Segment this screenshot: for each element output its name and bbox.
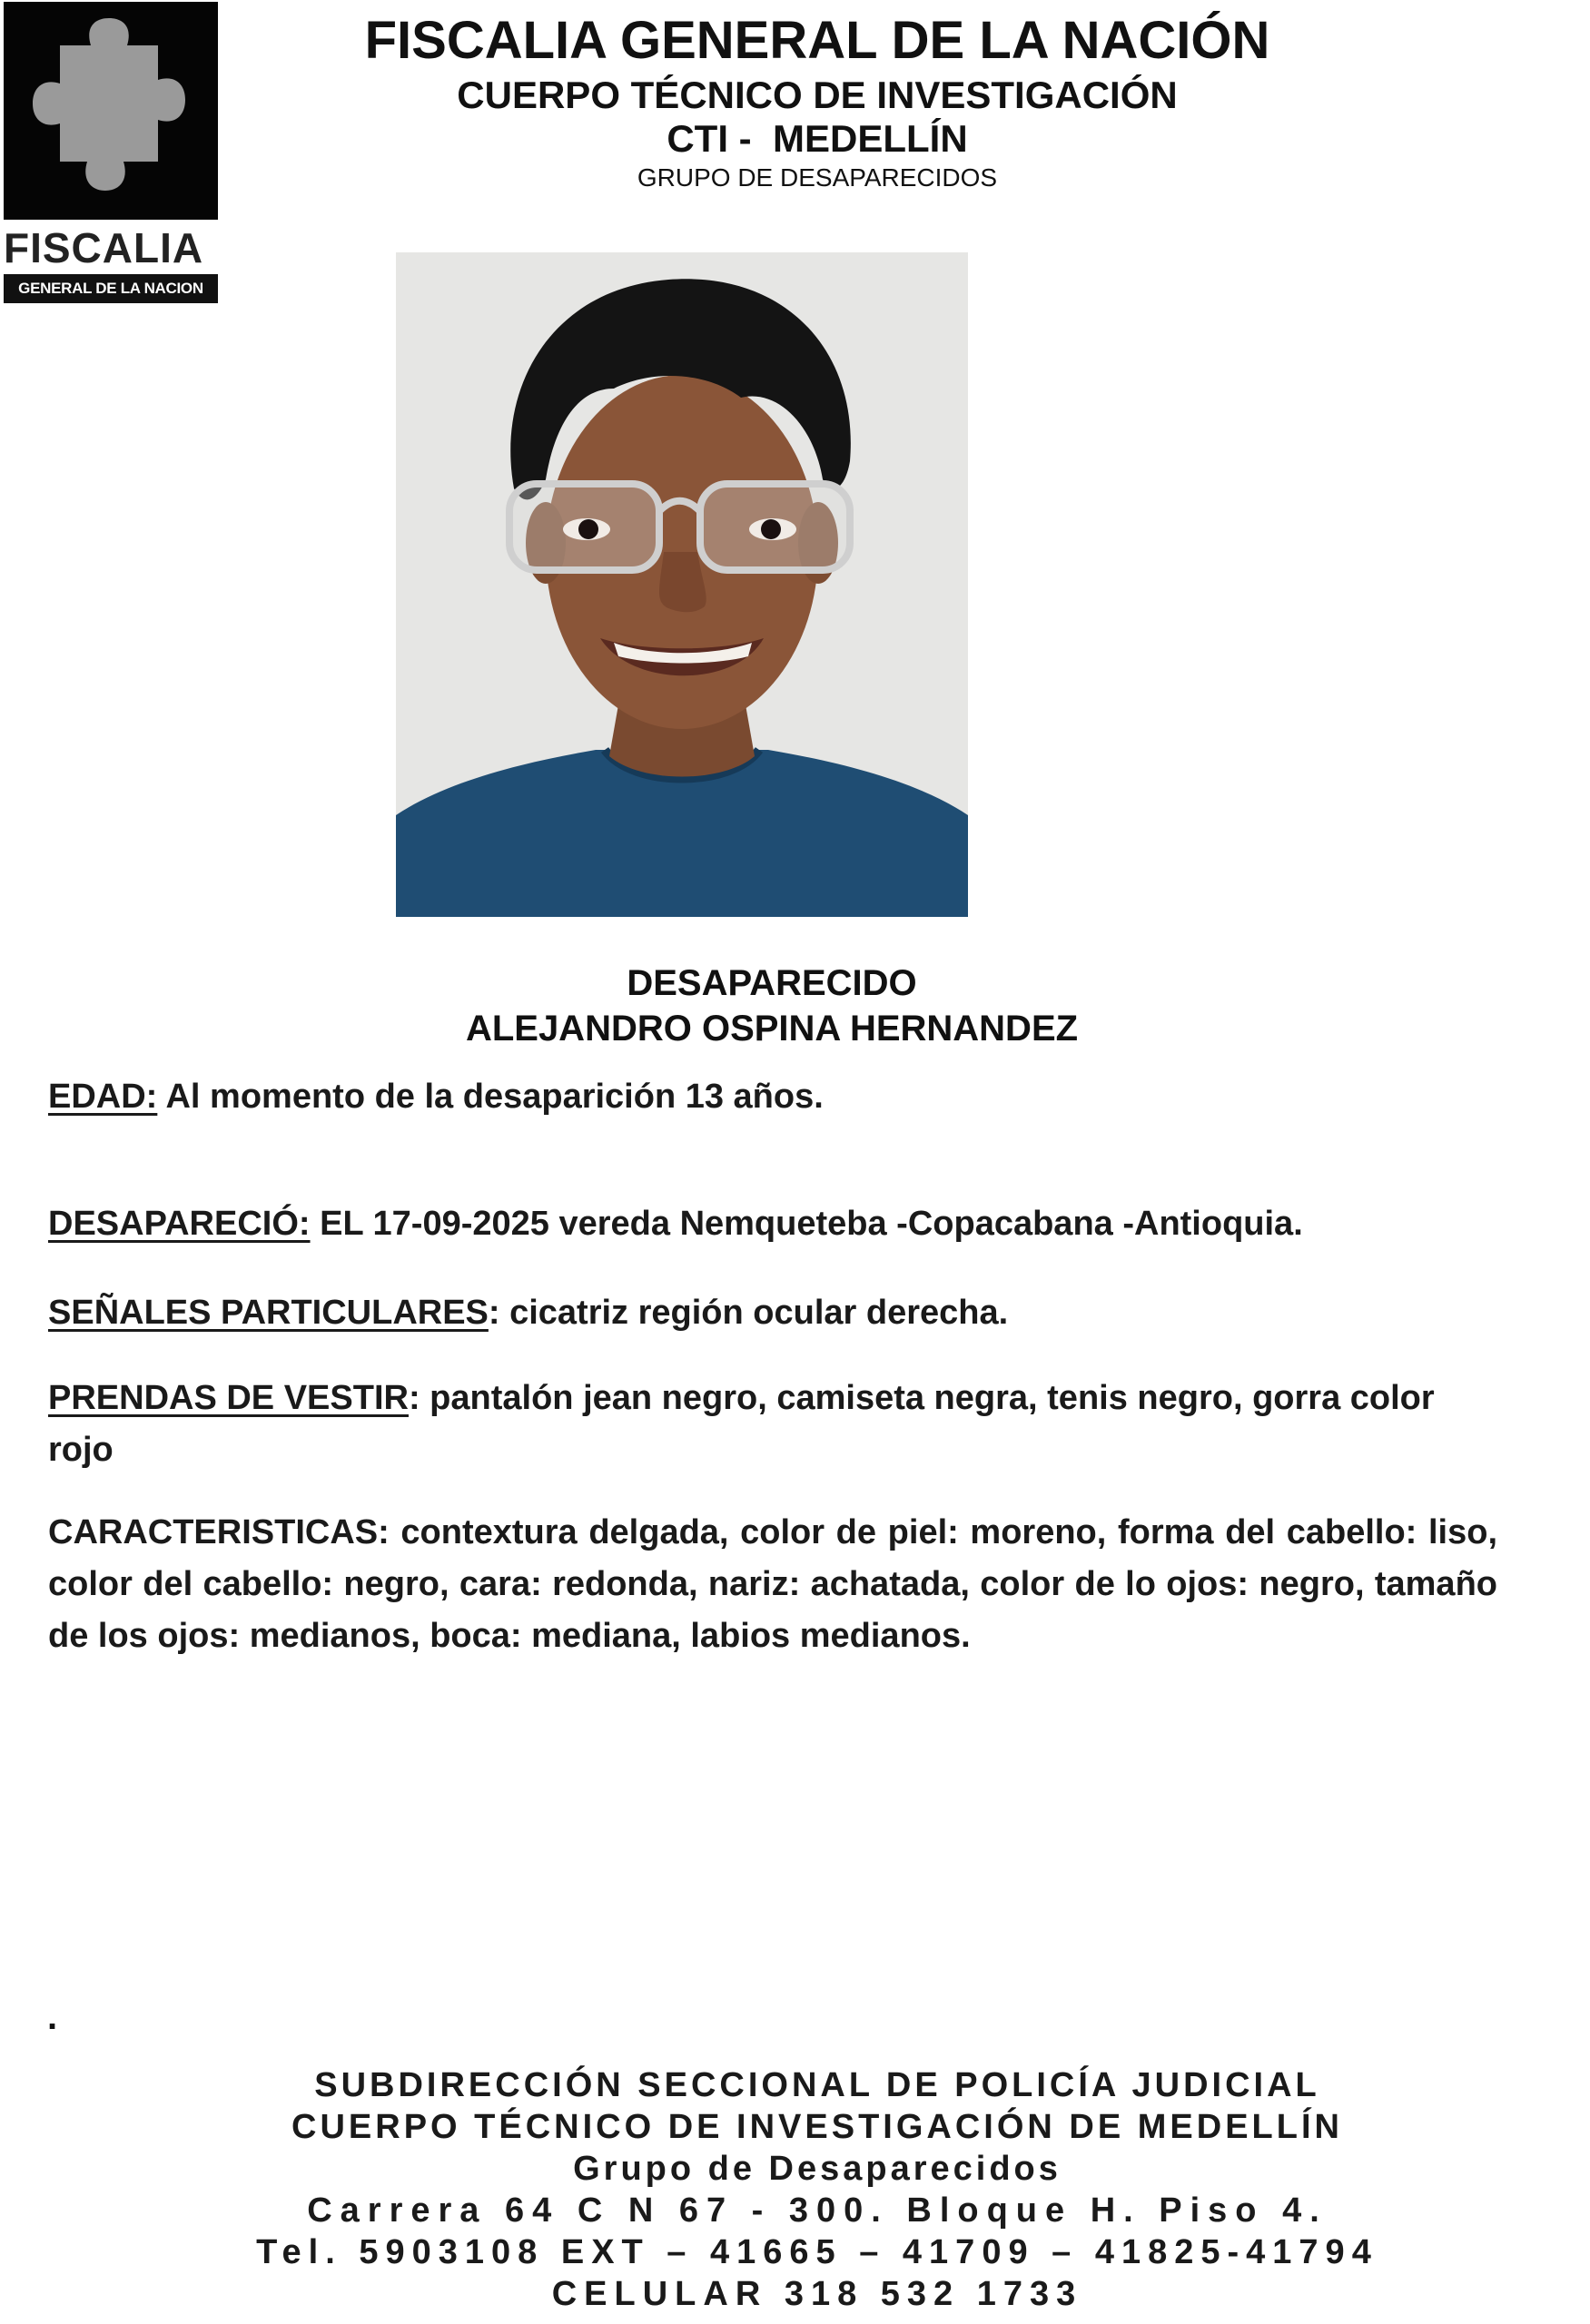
puzzle-piece-icon bbox=[4, 2, 218, 220]
age-paragraph bbox=[48, 1071, 1497, 1123]
status-title: DESAPARECIDO bbox=[627, 963, 917, 1003]
fiscalia-logo bbox=[0, 0, 218, 309]
clothing-label: PRENDAS DE VESTIR bbox=[48, 1379, 409, 1417]
footer-phone: Tel. 5903108 EXT – 41665 – 41709 – 41825-41794 bbox=[256, 2233, 1378, 2271]
person-name: ALEJANDRO OSPINA HERNANDEZ bbox=[465, 1009, 1079, 1049]
unit-name: CTI - MEDELLÍN bbox=[667, 117, 968, 160]
marks-paragraph bbox=[48, 1287, 1497, 1339]
page-title: FISCALIA GENERAL DE LA NACIÓN bbox=[364, 11, 1270, 70]
page-subtitle: CUERPO TÉCNICO DE INVESTIGACIÓN bbox=[457, 74, 1178, 116]
characteristics-value: contextura delgada, color de piel: moreno, forma del cabello: liso, color del cabello: negro, cara: redonda, nariz: achatada, color de lo ojos: negro, tamaño de los ojos: medianos, boca: mediana, labios medianos. bbox=[48, 1513, 1497, 1655]
group-name: GRUPO DE DESAPARECIDOS bbox=[637, 163, 998, 192]
footer-line-3: Grupo de Desaparecidos bbox=[573, 2150, 1062, 2188]
footer-address: Carrera 64 C N 67 - 300. Bloque H. Piso 4. bbox=[307, 2191, 1328, 2230]
footer-mobile: CELULAR 318 532 1733 bbox=[551, 2275, 1083, 2313]
disappeared-paragraph bbox=[48, 1198, 1497, 1250]
marks-label: SEÑALES PARTICULARES bbox=[48, 1294, 489, 1332]
marks-value: : cicatriz región ocular derecha. bbox=[488, 1294, 1009, 1332]
separator-dot: . bbox=[47, 1997, 58, 2037]
logo-wordmark: FISCALIA bbox=[4, 224, 204, 271]
footer-line-1: SUBDIRECCIÓN SECCIONAL DE POLICÍA JUDICIAL bbox=[314, 2066, 1320, 2104]
missing-person-photo bbox=[396, 252, 968, 917]
clothing-value: : pantalón jean negro, camiseta negra, tenis negro, gorra color rojo bbox=[48, 1379, 1435, 1469]
disappeared-label: DESAPARECIÓ: bbox=[48, 1205, 311, 1243]
age-value: Al momento de la desaparición 13 años. bbox=[157, 1078, 824, 1116]
age-label: EDAD: bbox=[48, 1078, 158, 1116]
characteristics-label: CARACTERISTICAS: bbox=[48, 1513, 390, 1551]
disappeared-value: EL 17-09-2025 vereda Nemqueteba -Copacabana -Antioquia. bbox=[310, 1205, 1303, 1243]
clothing-paragraph bbox=[48, 1373, 1497, 1476]
footer-line-2: CUERPO TÉCNICO DE INVESTIGACIÓN DE MEDELLÍN bbox=[291, 2108, 1343, 2146]
characteristics-paragraph bbox=[48, 1507, 1497, 1662]
logo-subtitle: GENERAL DE LA NACION bbox=[4, 274, 218, 303]
